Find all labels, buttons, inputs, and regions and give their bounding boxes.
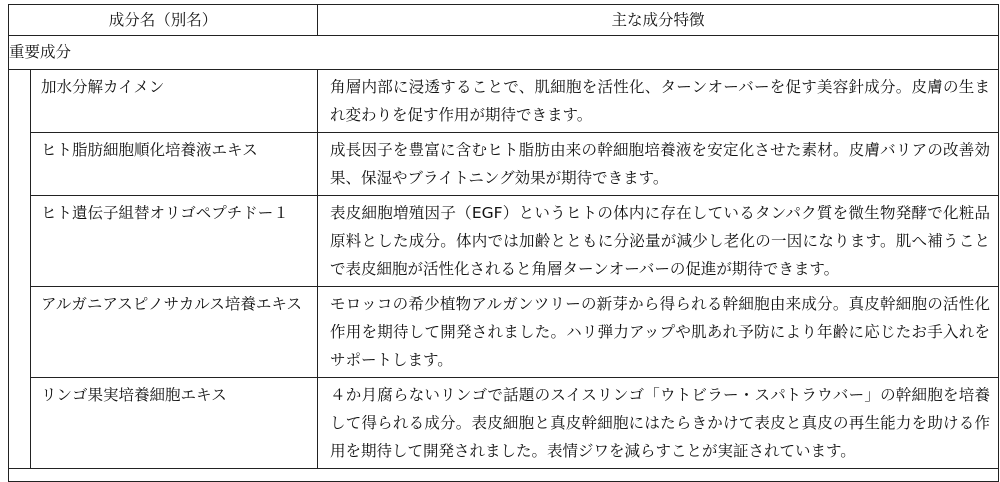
ingredients-table (8, 4, 999, 482)
ingredient-name: ヒト遺伝子組替オリゴペプチドー１ (31, 196, 318, 287)
ingredient-name: リンゴ果実培養細胞エキス (31, 378, 318, 469)
indent-cell (9, 70, 31, 469)
ingredient-feature: 表皮細胞増殖因子（EGF）というヒトの体内に存在しているタンパク質を微生物発酵で化粧品原料とした成分。体内では加齢とともに分泌量が減少し老化の一因になります。肌へ補うことで表皮細胞が活性化されると角層ターンオーバーの促進が期待できます。 (318, 196, 999, 287)
ingredient-name: 加水分解カイメン (31, 70, 318, 133)
table-header-row (9, 5, 999, 36)
table-row (9, 133, 999, 196)
table-row (9, 70, 999, 133)
ingredient-feature: モロッコの希少植物アルガンツリーの新芽から得られる幹細胞由来成分。真皮幹細胞の活性化作用を期待して開発されました。ハリ弾力アップや肌あれ予防により年齢に応じたお手入れをサポートします。 (318, 287, 999, 378)
ingredient-feature: 角層内部に浸透することで、肌細胞を活性化、ターンオーバーを促す美容針成分。皮膚の生まれ変わりを促す作用が期待できます。 (318, 70, 999, 133)
table-tail-cell (9, 469, 999, 482)
table-row (9, 287, 999, 378)
ingredient-feature: ４か月腐らないリンゴで話題のスイスリンゴ「ウトビラー・スパトラウバー」の幹細胞を培養して得られる成分。表皮細胞と真皮幹細胞にはたらきかけて表皮と真皮の再生能力を助ける作用を期待して開発されました。表情ジワを減らすことが実証されています。 (318, 378, 999, 469)
ingredient-name: ヒト脂肪細胞順化培養液エキス (31, 133, 318, 196)
header-main-features: 主な成分特徴 (318, 5, 999, 36)
section-row (9, 36, 999, 70)
ingredient-feature: 成長因子を豊富に含むヒト脂肪由来の幹細胞培養液を安定化させた素材。皮膚バリアの改善効果、保湿やブライトニング効果が期待できます。 (318, 133, 999, 196)
table-row (9, 196, 999, 287)
ingredient-name: アルガニアスピノサカルス培養エキス (31, 287, 318, 378)
table-tail-row (9, 469, 999, 482)
table-row (9, 378, 999, 469)
header-ingredient-name: 成分名（別名） (9, 5, 318, 36)
section-label: 重要成分 (9, 36, 999, 70)
